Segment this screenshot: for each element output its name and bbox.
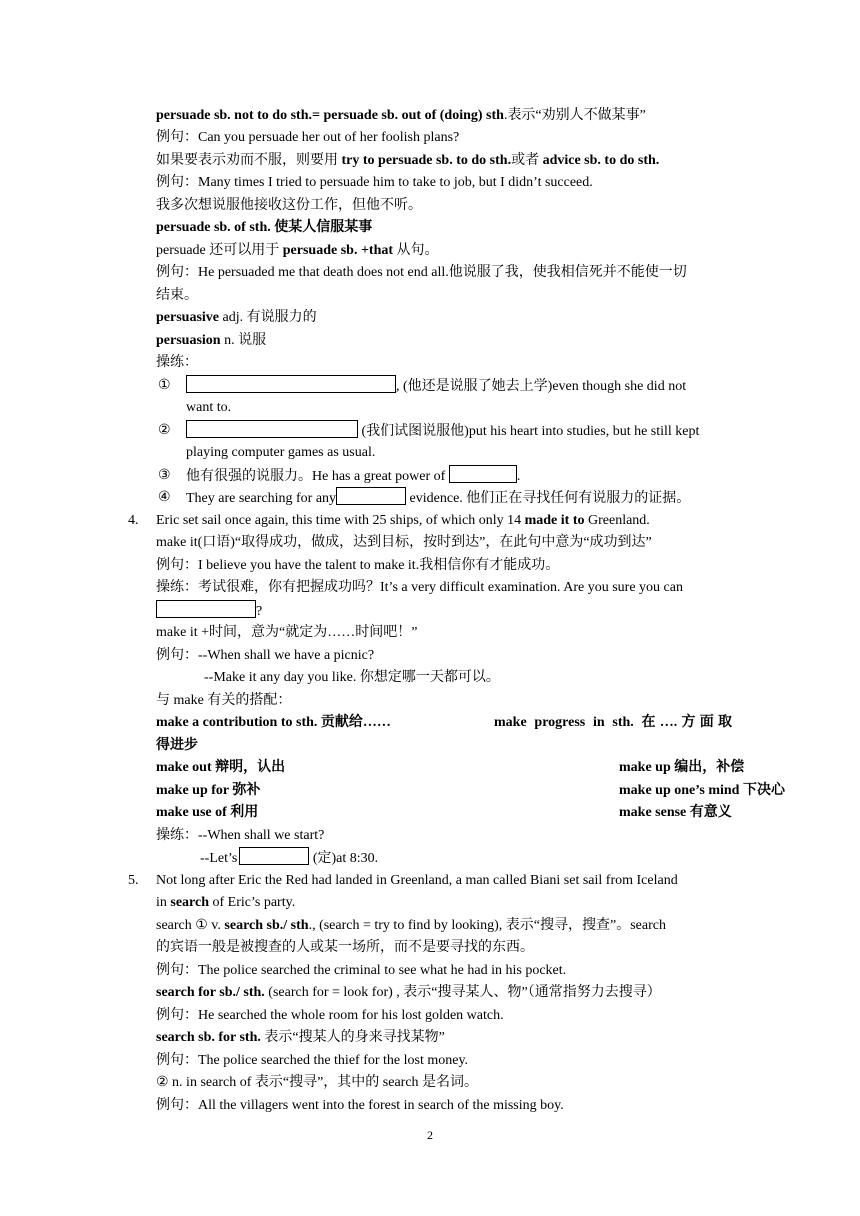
make-it-time-line: make it +时间，意为“就定为……时间吧！” (156, 625, 418, 640)
practice-answer-line: --Let’s (定)at 8:30. (200, 847, 732, 869)
answer-blank[interactable] (336, 487, 406, 505)
answer-blank[interactable] (156, 600, 256, 618)
example-line: 例句：The police searched the criminal to see what he had in his pocket. (156, 963, 567, 978)
exercise-1-cont: want to. (186, 400, 232, 415)
practice-line: 操练：--When shall we start? (156, 828, 325, 843)
example-line: 例句：All the villagers went into the forest in search of the missing boy. (156, 1098, 564, 1113)
item-4-sentence: Eric set sail once again, this time with 25 ships, of which only 14 made it to Greenland. (156, 513, 650, 528)
persuasive-line: persuasive adj. 有说服力的 (156, 310, 317, 325)
answer-blank[interactable] (186, 375, 396, 393)
exercise-2: (我们试图说服他)put his heart into studies, but he still kept (186, 420, 732, 442)
answer-blank[interactable] (239, 847, 309, 865)
answer-blank[interactable] (186, 420, 358, 438)
item-5-sentence-cont: in search of Eric’s party. (156, 895, 296, 910)
persuade-that-line: persuade 还可以用于 persuade sb. +that 从句。 (156, 243, 439, 258)
exercise-2-cont: playing computer games as usual. (186, 445, 376, 460)
example-answer-line: --Make it any day you like. 你想定哪一天都可以。 (204, 670, 500, 685)
exercise-3: 他有很强的说服力。He has a great power of . (186, 465, 732, 487)
practice-line-cont: ? (156, 600, 732, 622)
example-line: 例句：He persuaded me that death does not end all.他说服了我，使我相信死并不能使一切 (156, 265, 687, 280)
persuasion-line: persuasion n. 说服 (156, 333, 267, 348)
persuade-of-line: persuade sb. of sth. 使某人信服某事 (156, 220, 373, 235)
example-line: 例句：--When shall we have a picnic? (156, 648, 375, 663)
collocation-row-right: make progress in sth. 在….方面取 (494, 715, 732, 730)
example-line: 例句：He searched the whole room for his lost golden watch. (156, 1008, 504, 1023)
example-line: 例句：I believe you have the talent to make it.我相信你有才能成功。 (156, 558, 560, 573)
exercise-marker: ① (158, 378, 171, 393)
search-verb-line: search ① v. search sb./ sth., (search = try to find by looking), 表示“搜寻，搜查”。search (156, 918, 666, 933)
item-number: 5. (128, 873, 139, 888)
answer-blank[interactable] (449, 465, 517, 483)
note-line: 如果要表示劝而不服，则要用 try to persuade sb. to do sth.或者 advice sb. to do sth. (156, 153, 660, 168)
collocation-row-cont: 得进步 (156, 738, 198, 753)
practice-heading: 操练： (156, 355, 198, 370)
collocation-row: make a contribution to sth. 贡献给…… (156, 715, 391, 730)
exercise-marker: ② (158, 423, 171, 438)
example-line: 例句：The police searched the thief for the lost money. (156, 1053, 469, 1068)
collocation-row: make up for 弥补 make up one’s mind 下决心 (156, 783, 785, 798)
search-note-line: 的宾语一般是被搜查的人或某一场所，而不是要寻找的东西。 (156, 940, 534, 955)
page-number: 2 (427, 1128, 433, 1142)
exercise-marker: ④ (158, 490, 171, 505)
collocation-heading: 与 make 有关的搭配： (156, 693, 292, 708)
example-line-cont: 结束。 (156, 288, 198, 303)
example-line: 例句：Many times I tried to persuade him to take to job, but I didn’t succeed. (156, 175, 593, 190)
item-5-sentence: Not long after Eric the Red had landed in Greenland, a man called Biani set sail from Iceland (156, 873, 678, 888)
exercise-4: They are searching for any evidence. 他们正在寻找任何有说服力的证据。 (186, 487, 732, 509)
exercise-1: , (他还是说服了她去上学)even though she did not (186, 375, 732, 397)
make-it-line: make it(口语)“取得成功，做成，达到目标，按时到达”，在此句中意为“成功到达” (156, 535, 652, 550)
search-for-line: search for sb./ sth. (search for = look for) , 表示“搜寻某人、物”（通常指努力去搜寻） (156, 985, 661, 1000)
search-noun-line: ② n. in search of 表示“搜寻”，其中的 search 是名词。 (156, 1075, 479, 1090)
translation-line: 我多次想说服他接收这份工作，但他不听。 (156, 198, 422, 213)
collocation-row: make use of 利用 make sense 有意义 (156, 805, 732, 820)
persuade-not-line: persuade sb. not to do sth.= persuade sb. out of (doing) sth.表示“劝别人不做某事” (156, 108, 646, 123)
exercise-marker: ③ (158, 468, 171, 483)
practice-line: 操练：考试很难，你有把握成功吗？It’s a very difficult examination. Are you sure you can (156, 580, 683, 595)
collocation-row: make out 辩明，认出 make up 编出，补偿 (156, 760, 745, 775)
item-number: 4. (128, 513, 139, 528)
search-sb-for-line: search sb. for sth. 表示“搜某人的身来寻找某物” (156, 1030, 445, 1045)
example-line: 例句：Can you persuade her out of her foolish plans? (156, 130, 460, 145)
